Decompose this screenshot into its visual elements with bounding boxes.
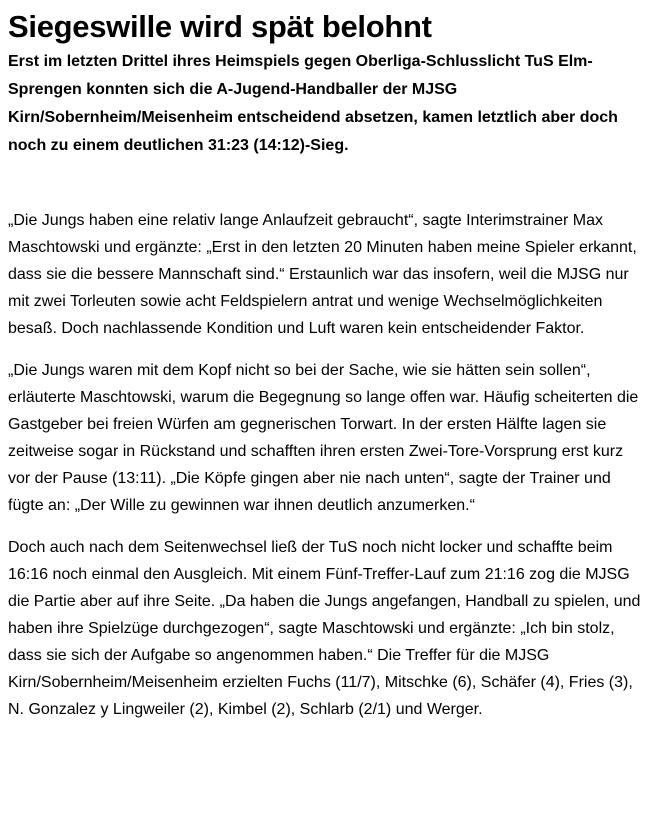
article-title: Siegeswille wird spät belohnt: [8, 9, 432, 44]
article-paragraph-3: Doch auch nach dem Seitenwechsel ließ der TuS noch nicht locker und schaffte beim 16:16 noch einmal den Ausgleich. Mit einem Fünf-Treffer-Lauf zum 21:16 zog die MJSG die Partie aber auf ihre Seite. „Da haben die Jungs angefangen, Handball zu spielen, und haben ihre Spielzüge durchgezogen“, sagte Maschtowski und ergänzte: „Ich bin stolz, dass sie sich der Aufgabe so angenommen haben.“ Die Treffer für die MJSG Kirn/Sobernheim/Meisenheim erzielten Fuchs (11/7), Mitschke (6), Schäfer (4), Fries (3), N. Gonzalez y Lingweiler (2), Kimbel (2), Schlarb (2/1) und Werger.: [8, 539, 641, 718]
article-paragraph-2: „Die Jungs waren mit dem Kopf nicht so bei der Sache, wie sie hätten sein sollen“, erläuterte Maschtowski, warum die Begegnung so lange offen war. Häufig scheiterten die Gastgeber bei freien Würfen am gegnerischen Torwart. In der ersten Hälfte lagen sie zeitweise sogar in Rückstand und schafften ihren ersten Zwei-Tore-Vorsprung erst kurz vor der Pause (13:11). „Die Köpfe gingen aber nie nach unten“, sagte der Trainer und fügte an: „Der Wille zu gewinnen war ihnen deutlich anzumerken.“: [8, 362, 639, 514]
article-paragraph-1: „Die Jungs haben eine relativ lange Anlaufzeit gebraucht“, sagte Interimstrainer Max Maschtowski und ergänzte: „Erst in den letzten 20 Minuten haben meine Spieler erkannt, dass sie die bessere Mannschaft sind.“ Erstaunlich war das insofern, weil die MJSG nur mit zwei Torleuten sowie acht Feldspielern antrat und wenige Wechselmöglichkeiten besaß. Doch nachlassende Kondition und Luft waren kein entscheidender Faktor.: [8, 212, 637, 337]
article: [0, 8, 654, 826]
article-lead: Erst im letzten Drittel ihres Heimspiels gegen Oberliga-Schlusslicht TuS Elm-Sprengen konnten sich die A-Jugend-Handballer der MJSG Kirn/Sobernheim/Meisenheim entscheidend absetzen, kamen letztlich aber doch noch zu einem deutlichen 31:23 (14:12)-Sieg.: [8, 53, 618, 154]
